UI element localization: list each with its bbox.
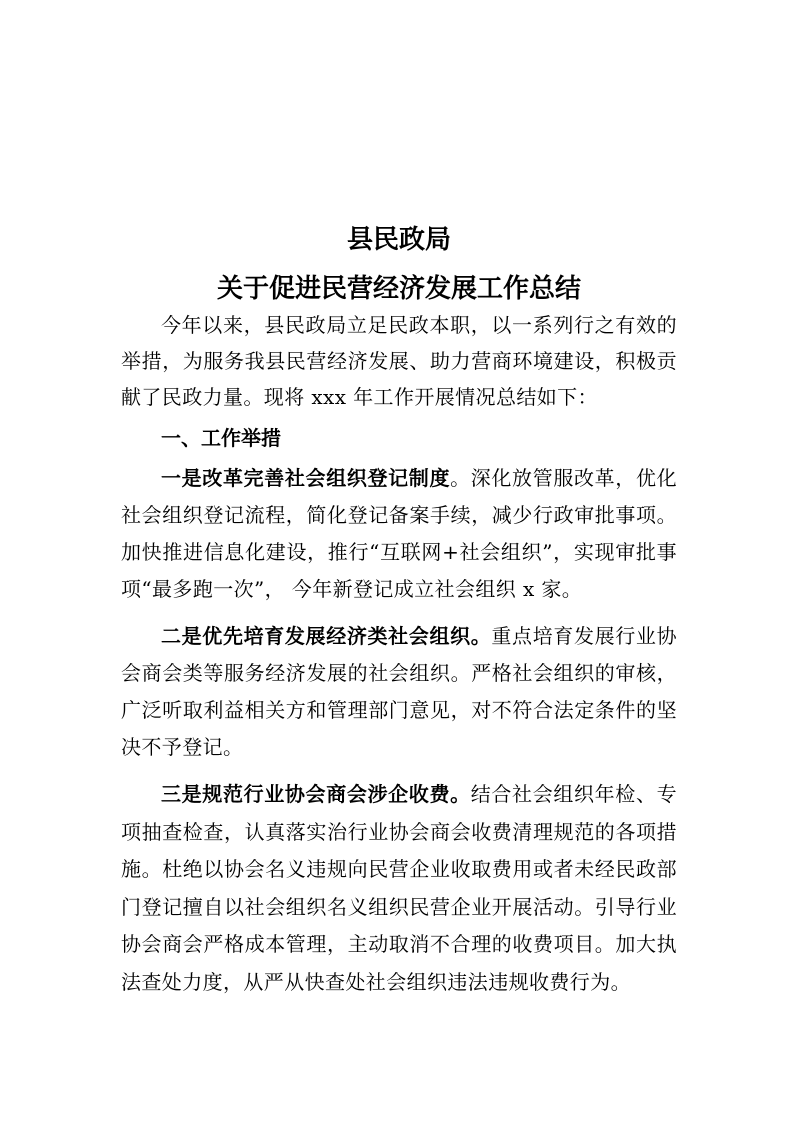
section-heading: 一、工作举措 bbox=[161, 426, 281, 450]
intro-paragraph: 今年以来，县民政局立足民政本职，以一系列行之有效的举措，为服务我县民营经济发展、助力营商环境建设，积极贡献了民政力量。现将 xxx 年工作开展情况总结如下： bbox=[121, 313, 677, 409]
measure-paragraph-3 bbox=[121, 776, 677, 1001]
measure-paragraph-2 bbox=[121, 618, 677, 766]
document-title-line2: 关于促进民营经济发展工作总结 bbox=[216, 274, 581, 304]
measure-3-body: 结合社会组织年检、专项抽查检查，认真落实治行业协会商会收费清理规范的各项措施。杜绝以协会名义违规向民营企业收取费用或者未经民政部门登记擅自以社会组织名义组织民营企业开展活动。引导行业协会商会严格成本管理，主动取消不合理的收费项目。加大执法查处力度，从严从快查处社会组织违法违规收费行为。 bbox=[121, 782, 677, 994]
measure-3-lead: 三是规范行业协会商会涉企收费。 bbox=[161, 782, 471, 806]
measure-paragraph-1 bbox=[121, 460, 677, 608]
measure-1-lead: 一是改革完善社会组织登记制度 bbox=[161, 466, 451, 490]
measure-2-body: 重点培育发展行业协会商会类等服务经济发展的社会组织。严格社会组织的审核，广泛听取利益相关方和管理部门意见，对不符合法定条件的坚决不予登记。 bbox=[121, 624, 677, 759]
measure-1-body: 。深化放管服改革，优化社会组织登记流程，简化登记备案手续，减少行政审批事项。加快推进信息化建设，推行“互联网+社会组织”，实现审批事项“最多跑一次”， 今年新登记成立社会组织 x 家。 bbox=[121, 466, 677, 601]
document-title-line1: 县民政局 bbox=[346, 225, 451, 255]
document-page bbox=[121, 222, 677, 1001]
measure-2-lead: 二是优先培育发展经济类社会组织。 bbox=[161, 624, 492, 648]
